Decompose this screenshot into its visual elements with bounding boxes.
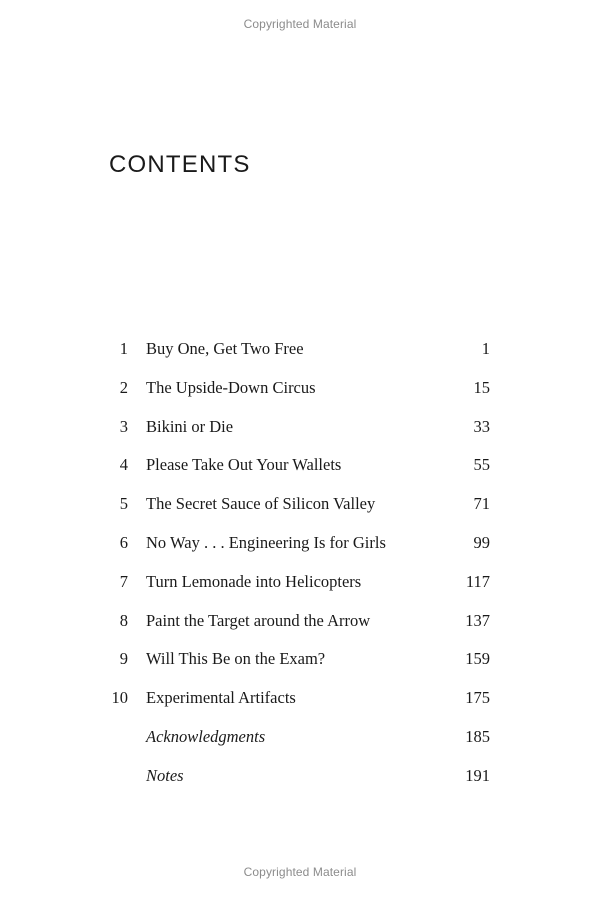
chapter-number: 5 xyxy=(119,494,128,514)
chapter-number: 9 xyxy=(119,649,128,669)
toc-entry-4[interactable] xyxy=(0,446,600,485)
page-number: 71 xyxy=(473,494,490,514)
table-of-contents xyxy=(0,330,600,796)
page-number: 137 xyxy=(465,610,490,630)
chapter-title: Experimental Artifacts xyxy=(146,688,296,708)
section-title: Notes xyxy=(146,765,184,785)
chapter-title: Please Take Out Your Wallets xyxy=(146,455,342,475)
page-number: 175 xyxy=(465,688,490,708)
chapter-number: 4 xyxy=(119,455,128,475)
page-number: 117 xyxy=(465,571,490,591)
chapter-title: Paint the Target around the Arrow xyxy=(146,610,371,630)
toc-entry-notes[interactable] xyxy=(0,757,600,796)
section-title: Acknowledgments xyxy=(146,726,266,746)
chapter-number: 1 xyxy=(119,339,128,358)
toc-entry-acknowledgments[interactable] xyxy=(0,718,600,757)
contents-heading: CONTENTS xyxy=(109,151,251,178)
page-number: 55 xyxy=(473,455,490,475)
chapter-title: No Way . . . Engineering Is for Girls xyxy=(146,532,386,552)
chapter-number: 3 xyxy=(119,416,128,436)
toc-entry-10[interactable] xyxy=(0,679,600,718)
toc-entry-6[interactable] xyxy=(0,524,600,563)
copyright-watermark-bottom: Copyrighted Material xyxy=(243,865,357,879)
chapter-title: Bikini or Die xyxy=(146,416,234,436)
toc-entry-2[interactable] xyxy=(0,369,600,408)
page-number: 1 xyxy=(481,339,490,358)
chapter-number: 10 xyxy=(111,688,128,708)
toc-entry-9[interactable] xyxy=(0,640,600,679)
page-number: 99 xyxy=(473,532,490,552)
page-number: 33 xyxy=(473,416,490,436)
page-number: 191 xyxy=(465,765,490,785)
chapter-number: 8 xyxy=(119,610,128,630)
chapter-title: The Secret Sauce of Silicon Valley xyxy=(146,494,376,514)
chapter-number: 6 xyxy=(119,532,128,552)
toc-entry-3[interactable] xyxy=(0,408,600,447)
chapter-title: Will This Be on the Exam? xyxy=(146,649,326,669)
page-number: 15 xyxy=(473,377,490,397)
toc-entry-1[interactable] xyxy=(0,330,600,369)
toc-entry-8[interactable] xyxy=(0,602,600,641)
toc-entry-7[interactable] xyxy=(0,563,600,602)
chapter-title: Turn Lemonade into Helicopters xyxy=(146,571,362,591)
chapter-title: The Upside-Down Circus xyxy=(146,377,316,397)
chapter-title: Buy One, Get Two Free xyxy=(146,339,304,358)
chapter-number: 7 xyxy=(119,571,128,591)
copyright-watermark-top: Copyrighted Material xyxy=(243,17,357,31)
chapter-number: 2 xyxy=(119,377,128,397)
page-number: 185 xyxy=(465,726,490,746)
page-number: 159 xyxy=(465,649,490,669)
toc-entry-5[interactable] xyxy=(0,485,600,524)
